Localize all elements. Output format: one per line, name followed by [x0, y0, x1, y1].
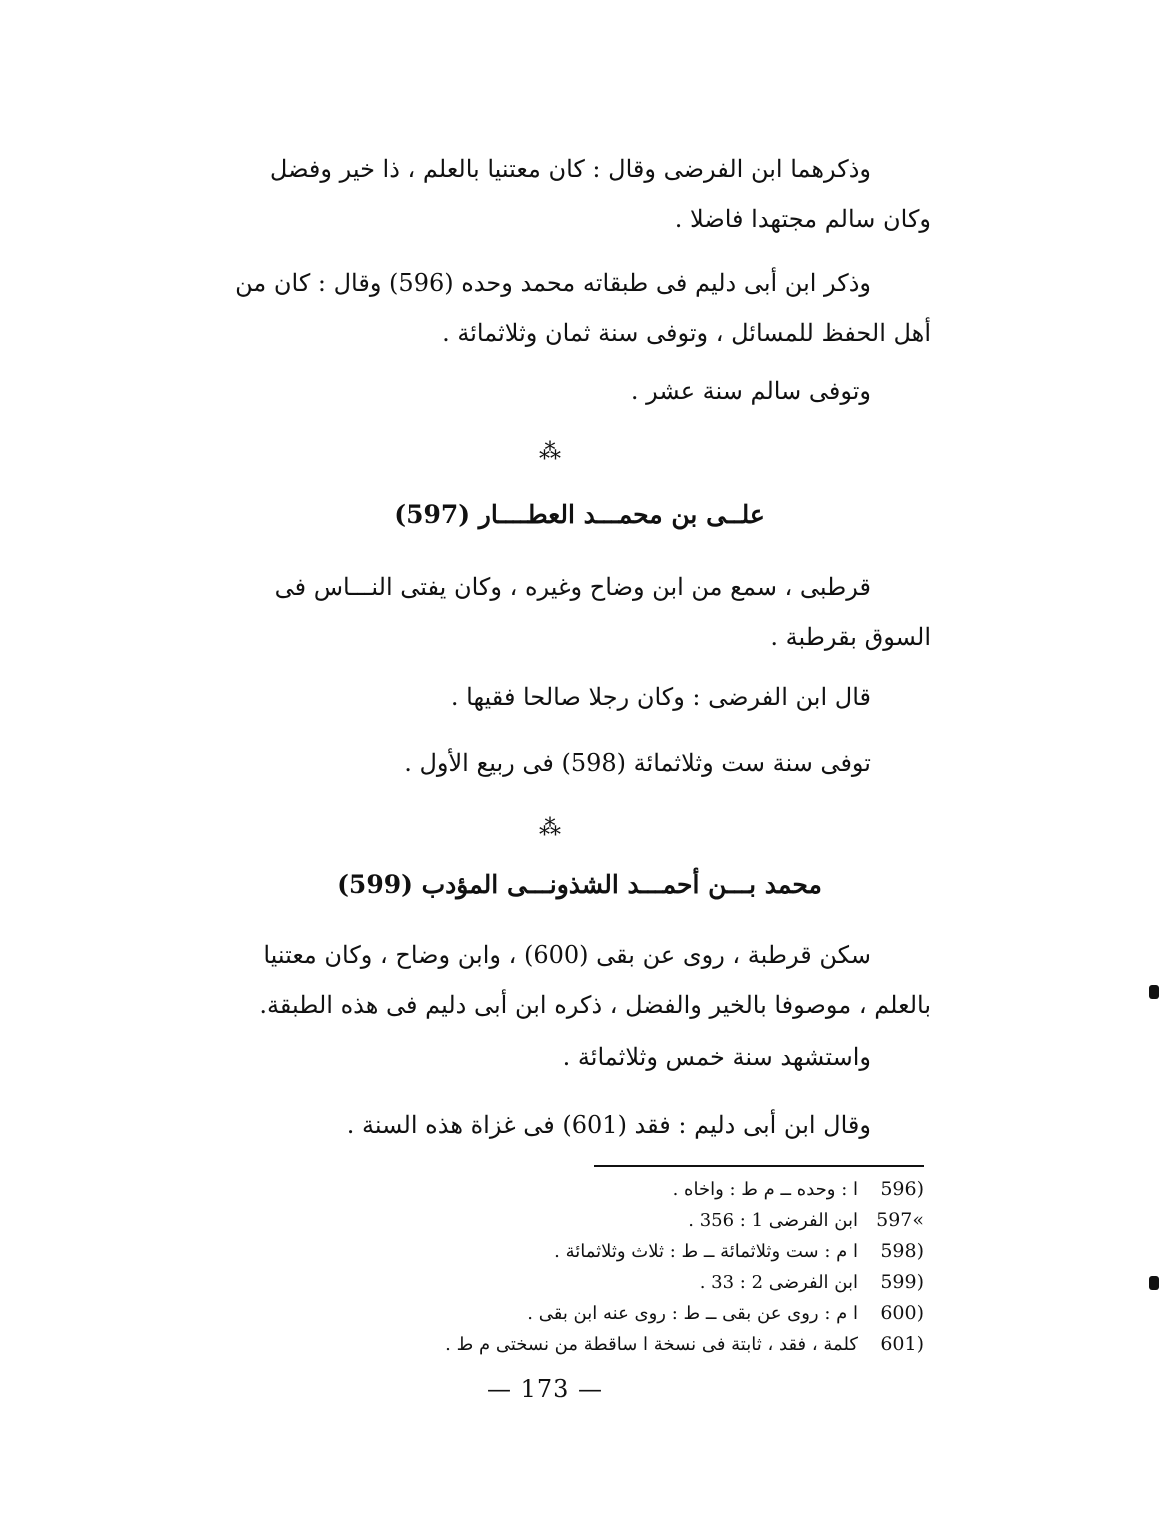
paragraph-3	[171, 366, 931, 416]
footnote-text: ا م : ست وثلاثمائة ــ ط : ثلاث وثلاثمائة .	[554, 1241, 858, 1262]
paragraph-line: قال ابن الفرضى : وكان رجلا صالحا فقيها .	[450, 683, 871, 711]
paragraph-line: واستشهد سنة خمس وثلاثمائة .	[562, 1043, 871, 1071]
footnote-text: ابن الفرضى 2 : 33 .	[699, 1272, 858, 1293]
footnote	[324, 1329, 924, 1360]
scan-mark	[1149, 1276, 1159, 1290]
footnote-number: (599	[880, 1271, 924, 1293]
footnote-number: (600	[880, 1302, 924, 1324]
footnote-number: (596	[880, 1178, 924, 1200]
footnote-number: (601	[880, 1333, 924, 1355]
paragraph-8	[171, 1032, 931, 1082]
paragraph-line: قرطبى ، سمع من ابن وضاح وغيره ، وكان يفتى النـــاس فى	[274, 573, 871, 601]
paragraph-1	[171, 144, 931, 244]
footnote-number: »597	[876, 1209, 924, 1231]
footnote	[324, 1205, 924, 1236]
footnote	[324, 1298, 924, 1329]
paragraph-6	[171, 738, 931, 788]
footnote-text: ا م : روى عن بقى ــ ط : روى عنه ابن بقى .	[527, 1303, 858, 1324]
footnote-text: ا : وحده ــ م ط : واخاه .	[672, 1179, 858, 1200]
footnote	[324, 1267, 924, 1298]
entry-heading-597: علــى بن محمـــد العطــــار (597)	[394, 500, 765, 529]
footnote-text: ابن الفرضى 1 : 356 .	[688, 1210, 858, 1231]
paragraph-9	[171, 1100, 931, 1150]
footnotes-list	[324, 1174, 924, 1360]
paragraph-line: وكان سالم مجتهدا فاضلا .	[674, 205, 931, 233]
paragraph-2	[171, 258, 931, 358]
paragraph-line: وقال ابن أبى دليم : فقد (601) فى غزاة هذه السنة .	[346, 1111, 871, 1139]
paragraph-5	[171, 672, 931, 722]
footnote	[324, 1174, 924, 1205]
footnote	[324, 1236, 924, 1267]
section-separator: ⁂	[539, 440, 561, 465]
paragraph-7	[171, 930, 931, 1030]
entry-heading-599: محمد بـــن أحمـــد الشذونـــى المؤدب (599)	[337, 870, 822, 899]
footnote-rule	[594, 1165, 924, 1167]
paragraph-line: سكن قرطبة ، روى عن بقى (600) ، وابن وضاح ، وكان معتنيا	[263, 941, 871, 969]
paragraph-line: أهل الحفظ للمسائل ، وتوفى سنة ثمان وثلاثمائة .	[442, 319, 931, 347]
paragraph-line: وذكرهما ابن الفرضى وقال : كان معتنيا بالعلم ، ذا خير وفضل	[269, 155, 871, 183]
footnote-text: كلمة ، فقد ، ثابتة فى نسخة ا ساقطة من نسختى م ط .	[445, 1334, 858, 1355]
paragraph-line: وذكر ابن أبى دليم فى طبقاته محمد وحده (596) وقال : كان من	[235, 269, 871, 297]
scan-mark	[1149, 985, 1159, 999]
section-separator: ⁂	[539, 816, 561, 841]
page-number: — 173 —	[486, 1375, 604, 1403]
paragraph-line: توفى سنة ست وثلاثمائة (598) فى ربيع الأول .	[404, 749, 871, 777]
paragraph-line: وتوفى سالم سنة عشر .	[630, 377, 871, 405]
paragraph-4	[171, 562, 931, 662]
footnote-number: (598	[880, 1240, 924, 1262]
paragraph-line: بالعلم ، موصوفا بالخير والفضل ، ذكره ابن أبى دليم فى هذه الطبقة.	[259, 991, 931, 1019]
paragraph-line: السوق بقرطبة .	[770, 623, 931, 651]
